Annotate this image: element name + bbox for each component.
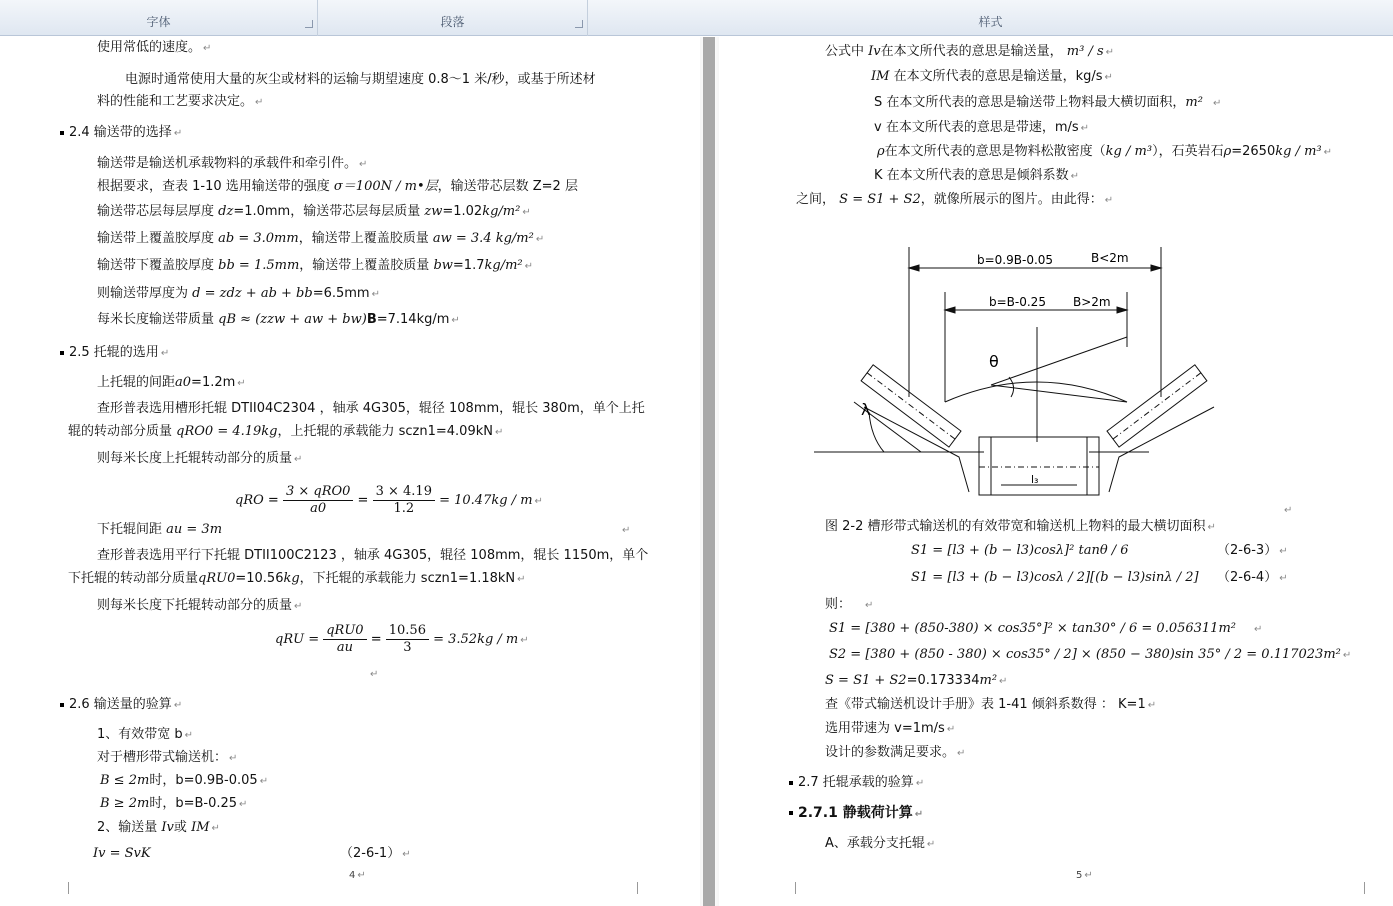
text-line: ρ在本文所代表的意思是物料松散密度（kg / m³），石英岩石ρ=2650kg / m³ ↵	[877, 144, 1332, 159]
formula-s1-trough: S1 = [l3 + (b − l3)cosλ]² tanθ / 6	[911, 543, 1129, 558]
text-line: 查形普表选用槽形托辊 DTII04C2304 ，轴承 4G305，辊径 108mm，辊长 380m，单个上托	[97, 401, 645, 416]
equation-number: （2-6-3） ↵	[1217, 543, 1288, 558]
figure-label-l3: l₃	[1031, 473, 1039, 486]
text-line: 上托辊的间距a0=1.2m ↵	[97, 375, 246, 390]
heading-2-5: 2.5 托辊的选用 ↵	[60, 344, 169, 363]
text-line: B ≤ 2m时，b=0.9B-0.05 ↵	[100, 773, 269, 788]
heading-2-7: 2.7 托辊承载的验算 ↵	[789, 774, 924, 793]
page-4[interactable]	[0, 37, 700, 906]
text-line: 每米长度输送带质量 qB ≈ (zzw + aw + bw)B=7.14kg/m ↵	[97, 312, 460, 327]
text-line: 对于槽形带式输送机： ↵	[97, 750, 238, 765]
text-line: IM 在本文所代表的意思是输送量，kg/s ↵	[871, 69, 1113, 84]
text-line: 1、有效带宽 b ↵	[97, 727, 194, 742]
fraction: $\frac{3 \times 4.19}{1.2}$	[373, 484, 435, 517]
ribbon-group-bar	[0, 0, 1393, 36]
text-line: 料的性能和工艺要求决定。 ↵	[97, 94, 264, 109]
page-gutter	[700, 37, 719, 906]
text-line: 则输送带厚度为 d = zdz + ab + bb=6.5mm ↵	[97, 286, 380, 301]
margin-mark	[1364, 882, 1365, 894]
text-line: 公式中 Iv在本文所代表的意思是输送量， m³ / s ↵	[825, 44, 1115, 59]
page-number: 4 ↵	[349, 870, 366, 881]
fraction: $\frac{10.56}{3}$	[386, 623, 429, 656]
styles-group-label: 样式	[978, 15, 1003, 29]
empty-paragraph: ↵	[1284, 505, 1293, 516]
text-line: 输送带是输送机承载物料的承载件和牵引件。 ↵	[97, 156, 368, 171]
figure-label-b2: b=B-0.25	[989, 295, 1046, 309]
text-line: 使用常低的速度。 ↵	[97, 40, 212, 55]
text-line: v 在本文所代表的意思是带速，m/s ↵	[874, 120, 1090, 135]
formula-s1-triangle: S1 = [l3 + (b − l3)cosλ / 2][(b − l3)sinλ / 2]	[911, 570, 1199, 585]
text-line: B ≥ 2m时，b=B-0.25 ↵	[100, 796, 248, 811]
text-line: 输送带下覆盖胶厚度 bb = 1.5mm，输送带上覆盖胶质量 bw=1.7kg/m² ↵	[97, 258, 533, 273]
figure-caption: 图 2-2 槽形带式输送机的有效带宽和输送机上物料的最大横切面积 ↵	[825, 519, 1216, 534]
text-line: S 在本文所代表的意思是输送带上物料最大横切面积，m² ↵	[874, 95, 1222, 110]
text-line: 设计的参数满足要求。 ↵	[825, 745, 966, 760]
text-line: 根据要求，查表 1-10 选用输送带的强度 σ＝100N / m•层，输送带芯层数 Z=2 层	[97, 179, 578, 194]
heading-2-7-1: 2.7.1 静载荷计算 ↵	[789, 804, 923, 824]
text-line: 查《带式输送机设计手册》表 1-41 倾斜系数得 ： K=1 ↵	[825, 697, 1157, 712]
figure-label-c2: B>2m	[1073, 295, 1111, 309]
figure-label-b1: b=0.9B-0.05	[977, 253, 1054, 267]
text-line: 则每米长度上托辊转动部分的质量 ↵	[97, 451, 303, 466]
text-line: 则： ↵	[825, 597, 874, 612]
margin-mark	[68, 882, 69, 894]
paragraph-group-label: 段落	[440, 15, 465, 29]
heading-2-6: 2.6 输送量的验算 ↵	[60, 696, 182, 715]
fraction: $\frac{\text{qRU0}}{au}$	[323, 623, 366, 656]
figure-label-c1: B<2m	[1091, 251, 1129, 265]
heading-2-4: 2.4 输送带的选择 ↵	[60, 124, 182, 143]
text-line: 2、输送量 Iv或 IM ↵	[97, 820, 220, 835]
empty-paragraph: ↵	[370, 669, 379, 680]
text-line: 电源时通常使用大量的灰尘或材料的运输与期望速度 0.8～1 米/秒，或基于所述材	[125, 72, 596, 87]
font-dialog-launcher-icon[interactable]	[305, 20, 313, 28]
font-group-label: 字体	[146, 15, 171, 29]
paragraph-group	[318, 0, 588, 36]
formula-upper-idler-mass: qRO = $\frac{\text{3 × qRO0}}{a0}$ = $\frac{3 \times 4.19}{1.2}$ = 10.47kg / m ↵	[235, 484, 543, 516]
paragraph-dialog-launcher-icon[interactable]	[575, 20, 583, 28]
equation-number: （2-6-1） ↵	[340, 846, 411, 861]
margin-mark	[637, 882, 638, 894]
text-line: 查形普表选用平行下托辊 DTII100C2123 ，轴承 4G305，辊径 108mm，辊长 1150m，单个	[97, 548, 649, 563]
text-line: 输送带芯层每层厚度 dz=1.0mm，输送带芯层每层质量 zw=1.02kg/m² ↵	[97, 204, 531, 219]
calc-s2: S2 = [380 + (850 - 380) × cos35° / 2] × (850 − 380)sin 35° / 2 = 0.117023m² ↵	[829, 647, 1352, 662]
page-number: 5 ↵	[1076, 870, 1093, 881]
text-line: 则每米长度下托辊转动部分的质量 ↵	[97, 598, 303, 613]
margin-mark	[795, 882, 796, 894]
figure-label-lambda: λ	[861, 400, 871, 419]
formula-throughput: Iv = SvK	[93, 846, 151, 861]
text-line: K 在本文所代表的意思是倾斜系数 ↵	[874, 168, 1080, 183]
troughed-belt-cross-section-figure	[809, 237, 1229, 499]
equation-number: （2-6-4） ↵	[1217, 570, 1288, 585]
text-line: 辊的转动部分质量 qRO0 = 4.19kg，上托辊的承载能力 sczn1=4.09kN ↵	[68, 424, 504, 439]
text-line: A、承载分支托辊 ↵	[825, 836, 936, 851]
text-line: 下托辊间距 au = 3m ↵	[97, 522, 631, 537]
font-group	[0, 0, 318, 36]
calc-s-total: S = S1 + S2=0.173334m² ↵	[825, 673, 1008, 688]
text-line: 选用带速为 v=1m/s ↵	[825, 721, 956, 736]
text-line: 之间， S = S1 + S2，就像所展示的图片。由此得： ↵	[796, 192, 1114, 207]
calc-s1: S1 = [380 + (850-380) × cos35°]² × tan30° / 6 = 0.056311m² ↵	[829, 621, 1263, 636]
styles-group	[588, 0, 1393, 36]
figure-label-theta: θ	[989, 352, 999, 371]
fraction: $\frac{\text{3 × qRO0}}{a0}$	[283, 484, 353, 517]
text-line: 输送带上覆盖胶厚度 ab = 3.0mm，输送带上覆盖胶质量 aw = 3.4 kg/m² ↵	[97, 231, 545, 246]
formula-lower-idler-mass: qRU = $\frac{\text{qRU0}}{au}$ = $\frac{10.56}{3}$ = 3.52kg / m ↵	[275, 623, 529, 655]
text-line: 下托辊的转动部分质量qRU0=10.56kg，下托辊的承载能力 sczn1=1.18kN ↵	[68, 571, 526, 586]
page-5[interactable]	[719, 37, 1393, 906]
